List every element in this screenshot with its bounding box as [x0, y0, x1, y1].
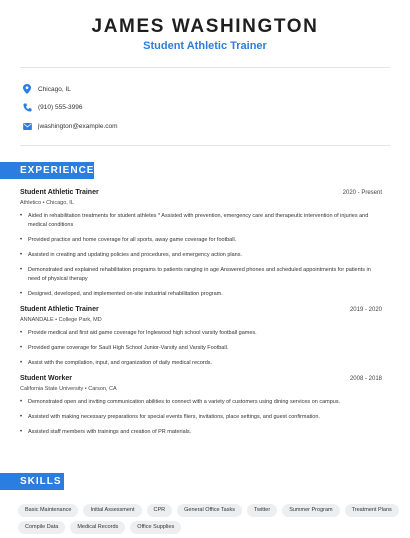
job-bullet-text: Assisted with making necessary preparations for special events fliers, invitations, place settings, and guest confirmation. — [28, 414, 320, 420]
skill-chip: Office Supplies — [130, 521, 181, 534]
job-company: ANNANDALE • College Park, MD — [20, 317, 102, 323]
skill-chip: Summer Program — [282, 504, 339, 517]
divider-contact — [20, 145, 390, 146]
phone-text: (910) 555-3996 — [38, 103, 83, 111]
job-bullet-text: Demonstrated and explained rehabilitation programs to patients ranging in age Answered phones and scheduled appointments for patients in need of physical therapy — [28, 267, 371, 282]
job-bullet-text: Designed, developed, and implemented on-site industrial rehabilitation program. — [28, 291, 223, 297]
job-bullet: • Assisted with making necessary preparations for special events fliers, invitations, place settings, and guest confirmation. — [20, 414, 320, 420]
job-company: Athletico • Chicago, IL — [20, 200, 74, 206]
skills-heading — [0, 473, 64, 490]
job-title: Student Worker — [20, 375, 72, 382]
skill-chip: Initial Assessment — [83, 504, 141, 517]
job-bullet-text: Assist with the compilation, input, and organization of daily medical records. — [28, 360, 213, 366]
job-bullet-text: Provide medical and first aid game coverage for Inglewood high school varsity football games. — [28, 330, 257, 336]
job-bullet-text: Assisted in creating and updating policies and procedures, and emergency action plans. — [28, 252, 243, 258]
map-pin-icon — [22, 84, 32, 94]
skill-chip: Medical Records — [70, 521, 125, 534]
contact-location — [22, 84, 71, 94]
skill-chip: Twitter — [247, 504, 277, 517]
job-title: Student Athletic Trainer — [20, 306, 99, 313]
job-bullet: • Demonstrated and explained rehabilitation programs to patients ranging in age Answered phones and scheduled appointments for patients in need of physical therapy — [20, 266, 375, 283]
job-bullet: • Provided game coverage for Sault High School Junior-Varsity and Varsity Football. — [20, 345, 229, 351]
job-bullet: • Provided practice and home coverage for all sports, away game coverage for football. — [20, 237, 237, 243]
job-bullet: • Assisted in creating and updating policies and procedures, and emergency action plans. — [20, 252, 243, 258]
job-bullet: • Demonstrated open and inviting communication abilities to connect with a variety of customers using dining services on campus. — [20, 399, 341, 405]
skill-chip: Treatment Plans — [345, 504, 399, 517]
skills-heading-label: SKILLS — [20, 476, 62, 487]
job-bullet: • Aided in rehabilitation treatments for student athletes * Assisted with prevention, emergency care and therapeutic intervention of injuries and medical conditions — [20, 212, 375, 229]
job-bullet: • Assisted staff members with trainings and creation of PR materials. — [20, 429, 192, 435]
job-company: California State University • Carson, CA — [20, 386, 117, 392]
skill-chip: Basic Maintenance — [18, 504, 78, 517]
envelope-icon — [22, 121, 32, 131]
email-link[interactable]: jwashington@example.com — [38, 122, 118, 130]
job-title: Student Athletic Trainer — [20, 189, 99, 196]
job-bullet: • Assist with the compilation, input, and organization of daily medical records. — [20, 360, 213, 366]
experience-heading-label: EXPERIENCE — [20, 165, 95, 176]
job-date: 2008 - 2018 — [349, 376, 382, 382]
skills-list — [18, 504, 398, 538]
skills-row — [18, 504, 398, 517]
job-date: 2020 - Present — [342, 190, 382, 196]
job-bullet-text: Aided in rehabilitation treatments for student athletes * Assisted with prevention, emergency care and therapeutic intervention of injuries and medical conditions — [28, 213, 369, 228]
divider-top — [20, 67, 390, 68]
job-bullet-text: Demonstrated open and inviting communication abilities to connect with a variety of customers using dining services on campus. — [28, 399, 341, 405]
contact-phone — [22, 102, 82, 112]
skill-chip: Compile Data — [18, 521, 65, 534]
candidate-name: JAMES WASHINGTON — [91, 16, 319, 37]
phone-icon — [22, 102, 32, 112]
job-bullet: • Provide medical and first aid game coverage for Inglewood high school varsity football games. — [20, 330, 257, 336]
job-bullet-text: Assisted staff members with trainings and creation of PR materials. — [28, 429, 192, 435]
location-text: Chicago, IL — [38, 85, 71, 93]
job-bullet-text: Provided game coverage for Sault High School Junior-Varsity and Varsity Football. — [28, 345, 229, 351]
contact-email — [22, 121, 118, 131]
skill-chip: General Office Tasks — [177, 504, 242, 517]
job-title-headline: Student Athletic Trainer — [143, 40, 267, 52]
job-bullet: • Designed, developed, and implemented on-site industrial rehabilitation program. — [20, 291, 223, 297]
experience-heading — [0, 162, 94, 179]
skill-chip: CPR — [147, 504, 173, 517]
job-bullet-text: Provided practice and home coverage for all sports, away game coverage for football. — [28, 237, 237, 243]
job-date: 2019 - 2020 — [349, 307, 382, 313]
skills-row — [18, 521, 398, 534]
